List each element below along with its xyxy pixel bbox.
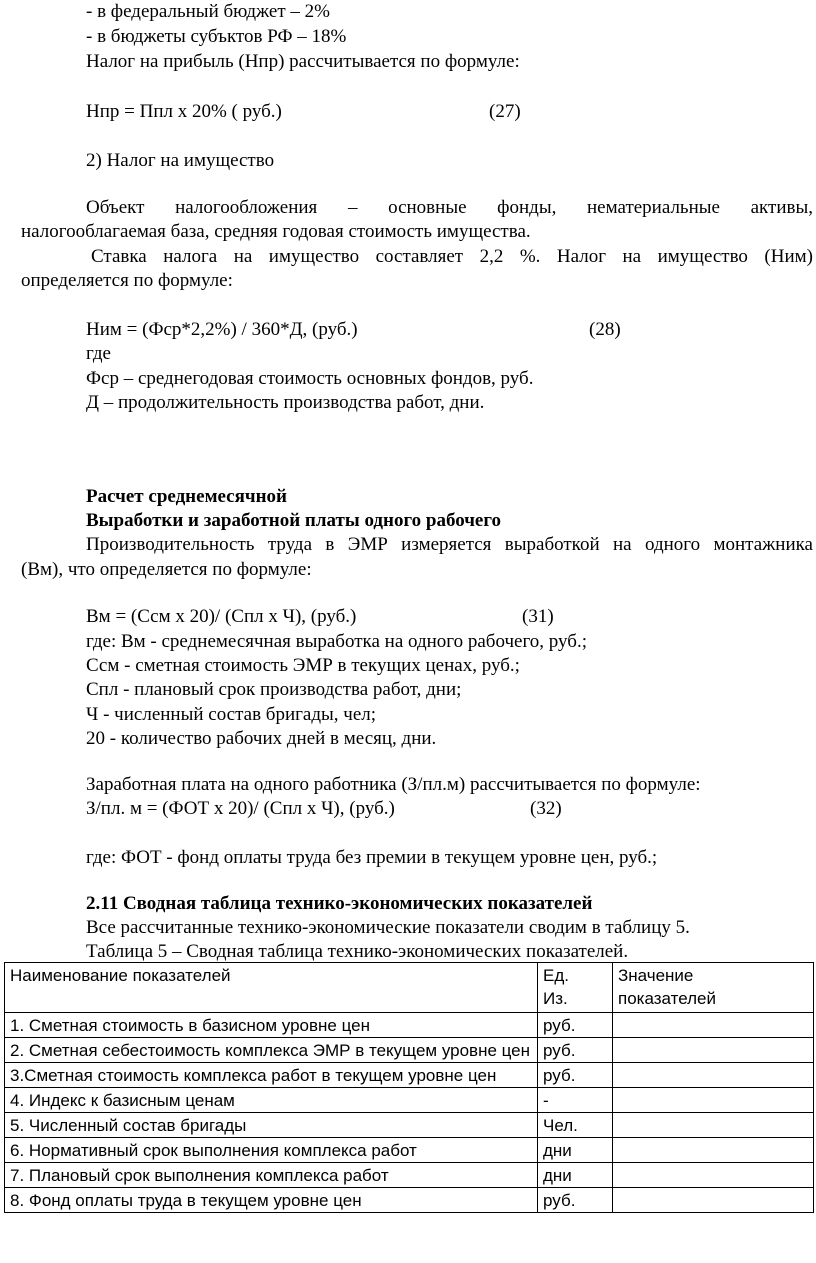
table-row (5, 1063, 814, 1088)
table-header-row (5, 963, 814, 1013)
row-value (613, 1188, 814, 1213)
header-value-line2: показателей (618, 989, 716, 1008)
text-line: где: ФОТ - фонд оплаты труда без премии в текущем уровне цен, руб.; (86, 847, 658, 868)
text-line: Производительность труда в ЭМР измеряется выработкой на одного монтажника (86, 534, 813, 555)
text-line: - в федеральный бюджет – 2% (86, 1, 330, 22)
row-value (613, 1138, 814, 1163)
formula-28-number: (28) (589, 319, 621, 340)
summary-table (4, 962, 814, 1213)
header-unit-line1: Ед. (543, 966, 569, 985)
header-value-line1: Значение (618, 966, 694, 985)
row-value (613, 1063, 814, 1088)
formula-27: Нпр = Ппл х 20% ( руб.) (86, 101, 282, 122)
formula-28: Ним = (Фср*2,2%) / 360*Д, (руб.) (86, 319, 358, 340)
header-unit (538, 963, 613, 1013)
text-line: Спл - плановый срок производства работ, дни; (86, 679, 462, 700)
header-value (613, 963, 814, 1013)
text-line: определяется по формуле: (21, 270, 233, 291)
text-line: Ссм - сметная стоимость ЭМР в текущих ценах, руб.; (86, 655, 520, 676)
text-line: налогооблагаемая база, средняя годовая стоимость имущества. (21, 221, 531, 242)
text-line: Ставка налога на имущество составляет 2,2 %. Налог на имущество (Ним) (91, 246, 813, 267)
table-row (5, 1038, 814, 1063)
formula-31-number: (31) (522, 606, 554, 627)
text-line: где: Вм - среднемесячная выработка на одного рабочего, руб.; (86, 631, 587, 652)
section-heading: 2) Налог на имущество (86, 150, 275, 171)
table-row (5, 1113, 814, 1138)
row-name: 6. Нормативный срок выполнения комплекса работ (5, 1138, 538, 1163)
table-row (5, 1013, 814, 1038)
row-name: 8. Фонд оплаты труда в текущем уровне цен (5, 1188, 538, 1213)
table-row (5, 1088, 814, 1113)
text-line: Объект налогообложения – основные фонды, нематериальные активы, (86, 197, 813, 218)
formula-31: Вм = (Ссм х 20)/ (Спл х Ч), (руб.) (86, 606, 357, 627)
row-name: 3.Сметная стоимость комплекса работ в текущем уровне цен (5, 1063, 538, 1088)
table-row (5, 1163, 814, 1188)
text-line: (Вм), что определяется по формуле: (21, 559, 312, 580)
row-name: 5. Численный состав бригады (5, 1113, 538, 1138)
row-name: 2. Сметная себестоимость комплекса ЭМР в текущем уровне цен (5, 1038, 538, 1063)
row-unit: руб. (538, 1063, 613, 1088)
row-unit: руб. (538, 1013, 613, 1038)
formula-32: З/пл. м = (ФОТ х 20)/ (Спл х Ч), (руб.) (86, 798, 395, 819)
row-unit: - (538, 1088, 613, 1113)
row-unit: руб. (538, 1038, 613, 1063)
row-unit: Чел. (538, 1113, 613, 1138)
text-line: - в бюджеты субъктов РФ – 18% (86, 26, 347, 47)
formula-27-number: (27) (489, 101, 521, 122)
text-line: Заработная плата на одного работника (З/пл.м) рассчитывается по формуле: (86, 774, 701, 795)
section-heading: Выработки и заработной платы одного рабочего (86, 510, 502, 531)
row-unit: руб. (538, 1188, 613, 1213)
section-heading: Расчет среднемесячной (86, 486, 287, 507)
table-row (5, 1138, 814, 1163)
text-line: 20 - количество рабочих дней в месяц, дни. (86, 728, 437, 749)
row-value (613, 1013, 814, 1038)
row-unit: дни (538, 1138, 613, 1163)
row-value (613, 1038, 814, 1063)
row-name: 1. Сметная стоимость в базисном уровне цен (5, 1013, 538, 1038)
section-heading: 2.11 Сводная таблица технико-экономических показателей (86, 893, 593, 914)
text-line: Фср – среднегодовая стоимость основных фондов, руб. (86, 368, 534, 389)
header-name: Наименование показателей (5, 963, 538, 1013)
table-caption: Таблица 5 – Сводная таблица технико-экономических показателей. (86, 941, 629, 962)
table-row (5, 1188, 814, 1213)
row-unit: дни (538, 1163, 613, 1188)
text-line: Д – продолжительность производства работ, дни. (86, 392, 485, 413)
formula-32-number: (32) (530, 798, 562, 819)
row-value (613, 1088, 814, 1113)
text-line: Все рассчитанные технико-экономические показатели сводим в таблицу 5. (86, 917, 690, 938)
row-name: 4. Индекс к базисным ценам (5, 1088, 538, 1113)
text-line: Ч - численный состав бригады, чел; (86, 704, 377, 725)
header-unit-line2: Из. (543, 989, 568, 1008)
row-name: 7. Плановый срок выполнения комплекса работ (5, 1163, 538, 1188)
row-value (613, 1163, 814, 1188)
row-value (613, 1113, 814, 1138)
text-line: Налог на прибыль (Нпр) рассчитывается по формуле: (86, 51, 520, 72)
text-line: где (86, 343, 111, 364)
